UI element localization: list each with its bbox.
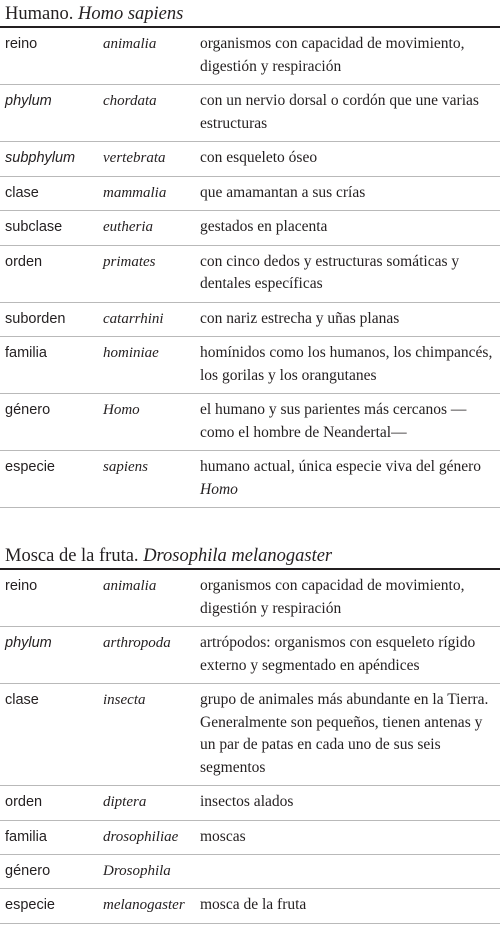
table-row — [0, 246, 500, 303]
rank-label: reino — [5, 36, 38, 52]
rank-label: orden — [5, 794, 43, 810]
rank-label: familia — [5, 345, 47, 361]
section-title — [0, 542, 500, 570]
taxon-name: sapiens — [103, 459, 148, 475]
rank-label: subclase — [5, 219, 63, 235]
section-gap — [0, 508, 500, 542]
description — [200, 860, 500, 882]
taxon-name: eutheria — [103, 219, 153, 235]
table-row — [0, 627, 500, 684]
taxon-name: drosophiliae — [103, 828, 179, 845]
table-row — [0, 177, 500, 212]
taxon-name: arthropoda — [103, 635, 171, 651]
taxon-name: primates — [103, 253, 156, 270]
description: con cinco dedos y estructuras somáticas y dentales específicas — [200, 252, 460, 292]
classification-table — [0, 570, 500, 924]
taxon-name: melanogaster — [103, 897, 185, 913]
taxon-name: diptera — [103, 794, 147, 810]
rank-label: familia — [5, 828, 47, 845]
taxon-name: chordata — [103, 93, 157, 109]
taxon-name: Drosophila — [103, 863, 171, 879]
rank-label: subphylum — [5, 150, 76, 166]
rank-label: especie — [5, 459, 55, 475]
taxon-name: hominiae — [103, 345, 159, 361]
description: insectos alados — [200, 793, 294, 810]
description — [200, 456, 500, 501]
taxon-name: catarrhini — [103, 310, 164, 327]
description-italic: Homo — [200, 480, 238, 498]
taxon-name: Homo — [103, 402, 140, 418]
description: con esqueleto óseo — [200, 149, 318, 166]
taxon-name: animalia — [103, 36, 157, 52]
description: con un nervio dorsal o cordón que une varias estructuras — [200, 92, 479, 132]
table-row — [0, 211, 500, 246]
rank-label: reino — [5, 578, 38, 594]
table-row — [0, 786, 500, 821]
table-row — [0, 337, 500, 394]
description: grupo de animales más abundante en la Tierra. Generalmente son pequeños, tienen antenas y un par de patas en cada uno de sus seis segmentos — [200, 691, 489, 776]
rank-label: género — [5, 402, 51, 418]
taxon-name: insecta — [103, 692, 146, 708]
title-plain: Humano. — [5, 4, 78, 24]
description: moscas — [200, 827, 246, 845]
description: artrópodos: organismos con esqueleto rígido externo y segmentado en apéndices — [200, 634, 476, 674]
title-italic: Drosophila melanogaster — [143, 546, 333, 566]
table-row — [0, 394, 500, 451]
table-row — [0, 142, 500, 177]
rank-label: orden — [5, 253, 43, 270]
description: organismos con capacidad de movimiento, digestión y respiración — [200, 35, 465, 75]
title-plain: Mosca de la fruta. — [5, 546, 144, 566]
table-row — [0, 451, 500, 508]
classification-table — [0, 28, 500, 508]
rank-label: phylum — [5, 93, 52, 109]
description: organismos con capacidad de movimiento, digestión y respiración — [200, 577, 465, 617]
rank-label: clase — [5, 184, 39, 201]
description: con nariz estrecha y uñas planas — [200, 309, 400, 327]
description: homínidos como los humanos, los chimpancés, los gorilas y los orangutanes — [200, 344, 493, 384]
rank-label: género — [5, 863, 51, 879]
description: gestados en placenta — [200, 218, 328, 235]
rank-label: especie — [5, 897, 55, 913]
description-text: humano actual, única especie viva del género — [200, 458, 482, 475]
title-italic: Homo sapiens — [77, 4, 184, 24]
rank-label: phylum — [5, 635, 52, 651]
taxon-name: vertebrata — [103, 150, 166, 166]
table-row — [0, 855, 500, 889]
table-row — [0, 821, 500, 856]
table-row — [0, 28, 500, 85]
table-row — [0, 570, 500, 627]
rank-label: suborden — [5, 310, 66, 327]
section-title — [0, 0, 500, 28]
description: que amamantan a sus crías — [200, 183, 366, 201]
rank-label: clase — [5, 692, 39, 708]
description: el humano y sus parientes más cercanos —como el hombre de Neandertal— — [200, 401, 467, 441]
section-fruit-fly — [0, 542, 500, 924]
description: mosca de la fruta — [200, 896, 307, 913]
table-row — [0, 889, 500, 924]
table-row — [0, 85, 500, 142]
taxon-name: animalia — [103, 578, 157, 594]
taxon-name: mammalia — [103, 184, 167, 201]
table-row — [0, 303, 500, 338]
table-row — [0, 684, 500, 786]
